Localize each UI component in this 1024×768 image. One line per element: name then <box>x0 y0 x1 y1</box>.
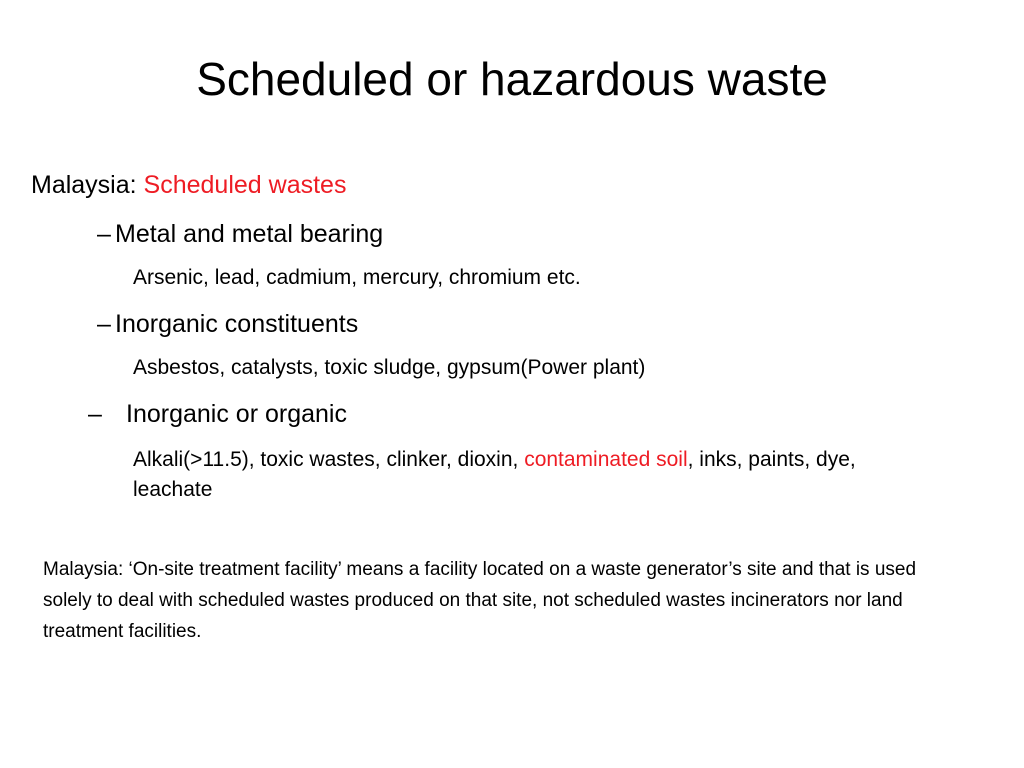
dash-bullet: – <box>97 310 111 338</box>
category-heading: Inorganic constituents <box>115 310 359 338</box>
intro-highlight: Scheduled wastes <box>143 171 347 199</box>
slide-title: Scheduled or hazardous waste <box>196 53 828 105</box>
dash-bullet: – <box>88 400 102 428</box>
intro-line <box>31 168 346 202</box>
definition-note: Malaysia: ‘On-site treatment facility’ means a facility located on a waste generator’s site and that is used solely to deal with scheduled wastes produced on that site, not scheduled wastes incinerators nor land treatment facilities. <box>43 559 917 642</box>
category-detail <box>133 445 933 505</box>
intro-label: Malaysia: <box>31 171 144 199</box>
category-detail: Arsenic, lead, cadmium, mercury, chromium etc. <box>133 266 581 289</box>
detail-text: , inks, paints, dye, leachate <box>133 448 856 501</box>
category-heading: Metal and metal bearing <box>115 220 384 248</box>
detail-text: Alkali(>11.5), toxic wastes, clinker, dioxin, <box>133 448 525 471</box>
category-detail: Asbestos, catalysts, toxic sludge, gypsum(Power plant) <box>133 356 646 379</box>
category-heading: Inorganic or organic <box>126 400 347 428</box>
dash-bullet: – <box>97 220 111 248</box>
detail-highlight: contaminated soil <box>524 448 688 471</box>
